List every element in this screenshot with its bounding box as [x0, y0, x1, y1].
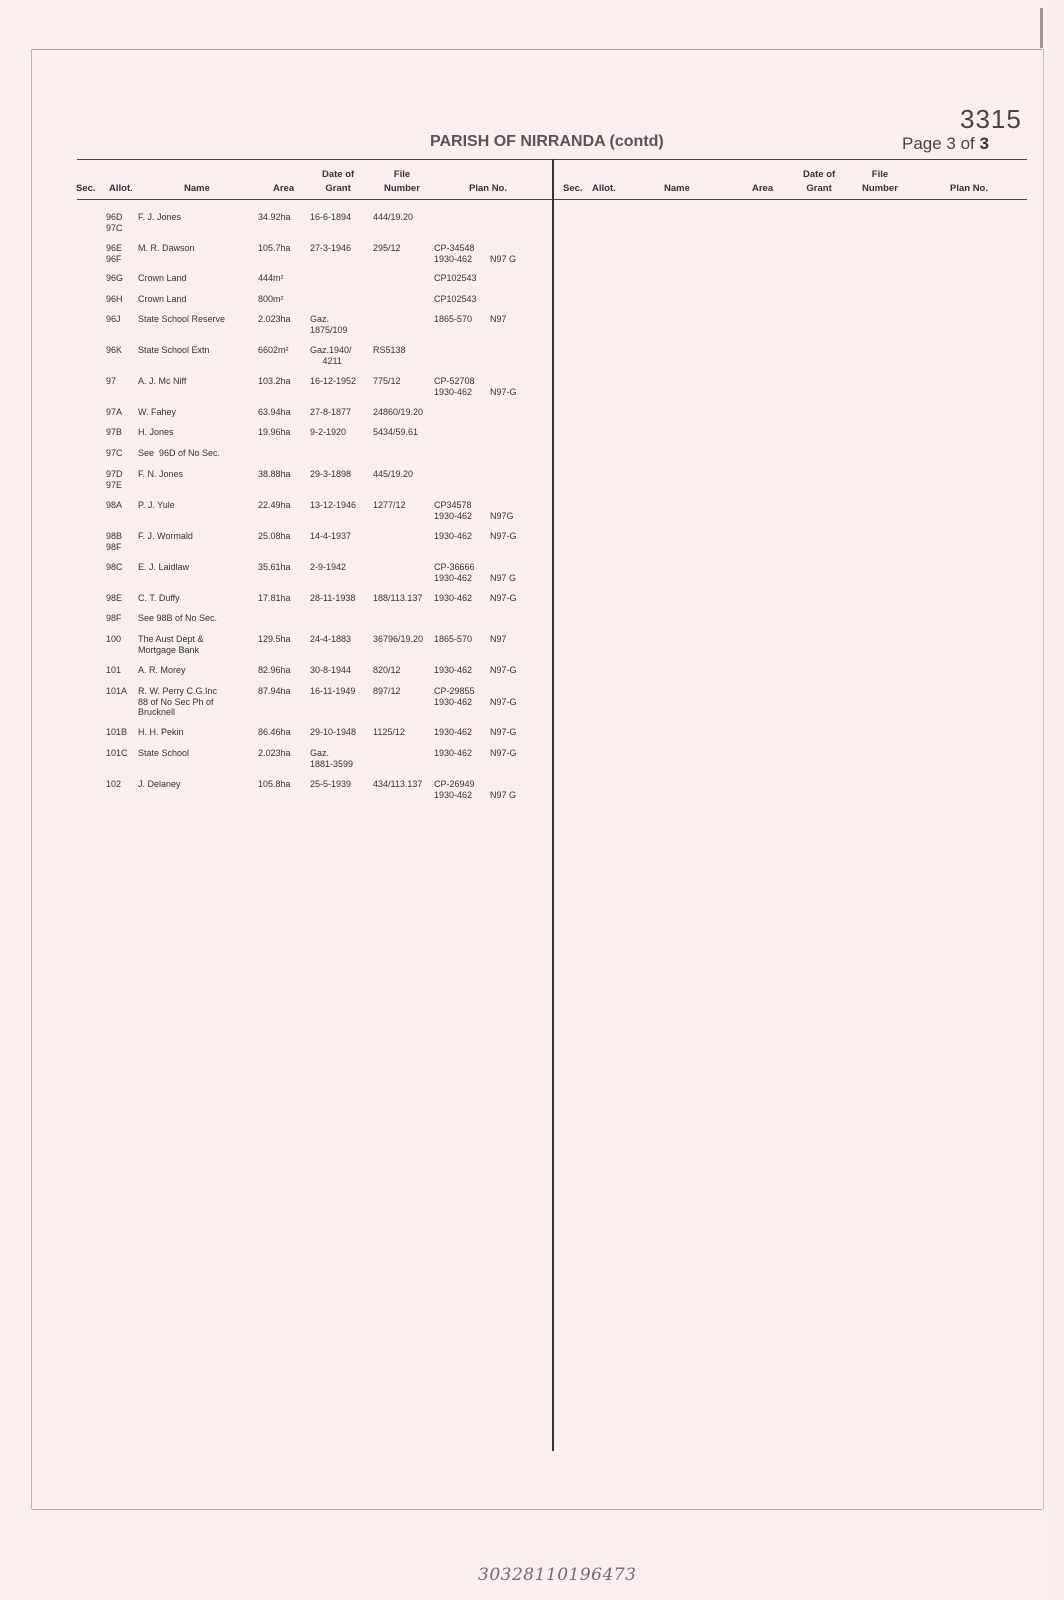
handwritten-reference-code: 30328110196473	[478, 1565, 637, 1585]
header-date-line1: Date of	[803, 169, 836, 180]
cell-sec: 101	[106, 665, 122, 675]
cell-plan: 1930-462	[434, 727, 473, 737]
cell-plan-ref: N97-G	[490, 727, 517, 737]
cell-plan-ref: N97 G	[490, 253, 517, 264]
cell-area: 800m²	[258, 294, 284, 304]
cell-sec: 98A	[106, 500, 123, 510]
header-file-line1: File	[393, 169, 411, 180]
cell-plan-ref: N97-G	[490, 665, 517, 675]
header-date-right	[803, 168, 835, 196]
frame-bottom-line	[32, 1509, 1042, 1510]
cell-file: 188/113.137	[373, 593, 423, 603]
cell-plan-ref: N97-G	[490, 748, 517, 758]
cell-file: 1277/12	[373, 500, 406, 510]
page-number: 3315	[960, 104, 1022, 134]
cell-area: 105.8ha	[258, 779, 291, 789]
cell-file: 444/19.20	[373, 212, 414, 222]
cell-date: 29-10-1948	[310, 727, 357, 737]
cell-file: 820/12	[373, 665, 401, 675]
cell-plan: CP-52708 1930-462	[434, 376, 475, 397]
cell-area: 22.49ha	[258, 500, 291, 510]
cell-file: 434/113.137	[373, 779, 423, 789]
cell-sec: 96J	[106, 314, 121, 324]
cell-date: 28-11-1938	[310, 593, 356, 603]
header-allot-left: Allot.	[109, 183, 133, 194]
cell-plan: 1865-570	[434, 634, 473, 644]
header-sec-right: Sec.	[563, 183, 583, 194]
cell-area: 444m²	[258, 273, 284, 283]
cell-sec: 97A	[106, 407, 123, 417]
cell-date: Gaz. 1881-3599	[310, 748, 354, 769]
cell-sec: 98C	[106, 562, 123, 572]
cell-date: 16-12-1952	[310, 376, 357, 386]
column-divider	[552, 159, 554, 1451]
cell-name: See 96D of No Sec.	[138, 448, 221, 458]
cell-area: 105.7ha	[258, 243, 291, 253]
cell-date: 16-6-1894	[310, 212, 352, 222]
cell-area: 17.81ha	[258, 593, 291, 603]
cell-date: Gaz. 1875/109	[310, 314, 348, 335]
cell-date: 25-5-1939	[310, 779, 352, 789]
page-of-total: 3	[979, 134, 989, 153]
cell-name: State School	[138, 748, 190, 758]
header-file-left	[384, 168, 420, 196]
cell-date: 13-12-1946	[310, 500, 357, 510]
cell-sec: 96E 96F	[106, 243, 123, 264]
cell-plan-ref: N97 G	[490, 572, 517, 583]
header-area-right: Area	[752, 183, 774, 194]
cell-area: 86.46ha	[258, 727, 291, 737]
cell-date: 16-11-1949	[310, 686, 356, 696]
cell-plan: 1930-462	[434, 531, 473, 541]
cell-plan: CP34578 1930-462	[434, 500, 473, 521]
cell-name: See 98B of No Sec.	[138, 613, 218, 623]
frame-right-line	[1043, 49, 1044, 1509]
header-sec-left: Sec.	[76, 183, 96, 194]
cell-name: Crown Land	[138, 294, 187, 304]
cell-plan: 1930-462	[434, 593, 473, 603]
cell-area: 87.94ha	[258, 686, 291, 696]
cell-date: 24-4-1883	[310, 634, 352, 644]
page-title: PARISH OF NIRRANDA (contd)	[430, 133, 664, 150]
cell-name: J. Delaney	[138, 779, 181, 789]
cell-date: 2-9-1942	[310, 562, 347, 572]
cell-date: 14-4-1937	[310, 531, 352, 541]
cell-sec: 97C	[106, 448, 123, 458]
cell-plan: CP-26949 1930-462	[434, 779, 475, 800]
cell-sec: 101C	[106, 748, 128, 758]
cell-plan: 1865-570	[434, 314, 473, 324]
cell-sec: 96K	[106, 345, 123, 355]
frame-left-line	[31, 49, 32, 1509]
cell-file: 295/12	[373, 243, 401, 253]
frame-top-line	[32, 49, 1042, 50]
cell-name: E. J. Laidlaw	[138, 562, 190, 572]
cell-sec: 96H	[106, 294, 123, 304]
cell-area: 19.96ha	[258, 427, 291, 437]
cell-plan: 1930-462	[434, 748, 473, 758]
cell-date: Gaz.1940/ 4211	[310, 345, 352, 366]
scan-edge-mark	[1040, 8, 1043, 48]
cell-area: 2.023ha	[258, 314, 291, 324]
cell-plan: 1930-462	[434, 665, 473, 675]
cell-sec: 101A	[106, 686, 128, 696]
cell-file: 1125/12	[373, 727, 405, 737]
cell-plan: CP102543	[434, 294, 477, 304]
cell-date: 27-3-1946	[310, 243, 352, 253]
header-date-left	[322, 168, 354, 196]
cell-sec: 97D 97E	[106, 469, 123, 490]
header-file-line1: File	[871, 169, 889, 180]
cell-file: 5434/59.61	[373, 427, 419, 437]
cell-area: 38.88ha	[258, 469, 291, 479]
cell-name: H. Jones	[138, 427, 174, 437]
cell-plan-ref: N97	[490, 634, 507, 644]
cell-name: State School Extn	[138, 345, 210, 355]
cell-area: 129.5ha	[258, 634, 291, 644]
page-of-label	[902, 134, 989, 154]
cell-name: H. H. Pekin	[138, 727, 184, 737]
cell-name: M. R. Dawson	[138, 243, 195, 253]
cell-name: C. T. Duffy	[138, 593, 180, 603]
cell-plan-ref: N97-G	[490, 593, 517, 603]
cell-sec: 96G	[106, 273, 124, 283]
cell-name: W. Fahey	[138, 407, 177, 417]
cell-sec: 97	[106, 376, 117, 386]
header-date-line2: Grant	[325, 183, 351, 194]
cell-name: R. W. Perry C.G.Inc 88 of No Sec Ph of Brucknell	[138, 686, 218, 717]
cell-date: 30-8-1944	[310, 665, 352, 675]
cell-name: F. J. Wormald	[138, 531, 193, 541]
cell-sec: 98E	[106, 593, 123, 603]
header-allot-right: Allot.	[592, 183, 616, 194]
cell-date: 27-8-1877	[310, 407, 352, 417]
header-date-line1: Date of	[322, 169, 355, 180]
cell-plan-ref: N97	[490, 314, 507, 324]
cell-sec: 98B 98F	[106, 531, 123, 552]
cell-plan-ref: N97-G	[490, 531, 517, 541]
cell-file: 445/19.20	[373, 469, 414, 479]
cell-plan-ref: N97-G	[490, 696, 517, 707]
cell-name: Crown Land	[138, 273, 187, 283]
cell-name: A. J. Mc Niff	[138, 376, 187, 386]
header-plan-right: Plan No.	[950, 183, 989, 194]
cell-sec: 96D 97C	[106, 212, 123, 233]
cell-date: 29-3-1898	[310, 469, 352, 479]
cell-sec: 102	[106, 779, 122, 789]
cell-plan: CP-34548 1930-462	[434, 243, 475, 264]
cell-plan: CP102543	[434, 273, 477, 283]
cell-file: 775/12	[373, 376, 401, 386]
cell-plan: CP-36666 1930-462	[434, 562, 475, 583]
cell-file: 897/12	[373, 686, 401, 696]
header-plan-left: Plan No.	[469, 183, 508, 194]
cell-name: A. R. Morey	[138, 665, 186, 675]
page-of-prefix: Page 3 of	[902, 134, 975, 153]
cell-name: F. J. Jones	[138, 212, 182, 222]
header-area-left: Area	[273, 183, 295, 194]
header-file-right	[862, 168, 898, 196]
cell-area: 6602m²	[258, 345, 289, 355]
cell-name: F. N. Jones	[138, 469, 184, 479]
cell-area: 25.08ha	[258, 531, 291, 541]
cell-name: The Aust Dept & Mortgage Bank	[138, 634, 204, 655]
cell-area: 103.2ha	[258, 376, 291, 386]
cell-name: State School Reserve	[138, 314, 226, 324]
cell-sec: 101B	[106, 727, 128, 737]
cell-plan-ref: N97 G	[490, 789, 517, 800]
header-name-left: Name	[184, 183, 210, 194]
cell-area: 34.92ha	[258, 212, 291, 222]
cell-area: 2.023ha	[258, 748, 291, 758]
cell-sec: 100	[106, 634, 122, 644]
cell-file: RS5138	[373, 345, 406, 355]
header-date-line2: Grant	[806, 183, 832, 194]
cell-name: P. J. Yule	[138, 500, 175, 510]
header-file-line2: Number	[384, 183, 420, 194]
header-name-right: Name	[664, 183, 690, 194]
cell-file: 24860/19.20	[373, 407, 424, 417]
cell-plan: CP-29855 1930-462	[434, 686, 475, 707]
header-file-line2: Number	[862, 183, 898, 194]
cell-plan-ref: N97G	[490, 510, 514, 521]
cell-sec: 97B	[106, 427, 123, 437]
cell-area: 63.94ha	[258, 407, 291, 417]
cell-file: 36796/19.20	[373, 634, 424, 644]
cell-date: 9-2-1920	[310, 427, 347, 437]
cell-plan-ref: N97-G	[490, 386, 517, 397]
cell-area: 82.96ha	[258, 665, 291, 675]
cell-sec: 98F	[106, 613, 122, 623]
cell-area: 35.61ha	[258, 562, 291, 572]
